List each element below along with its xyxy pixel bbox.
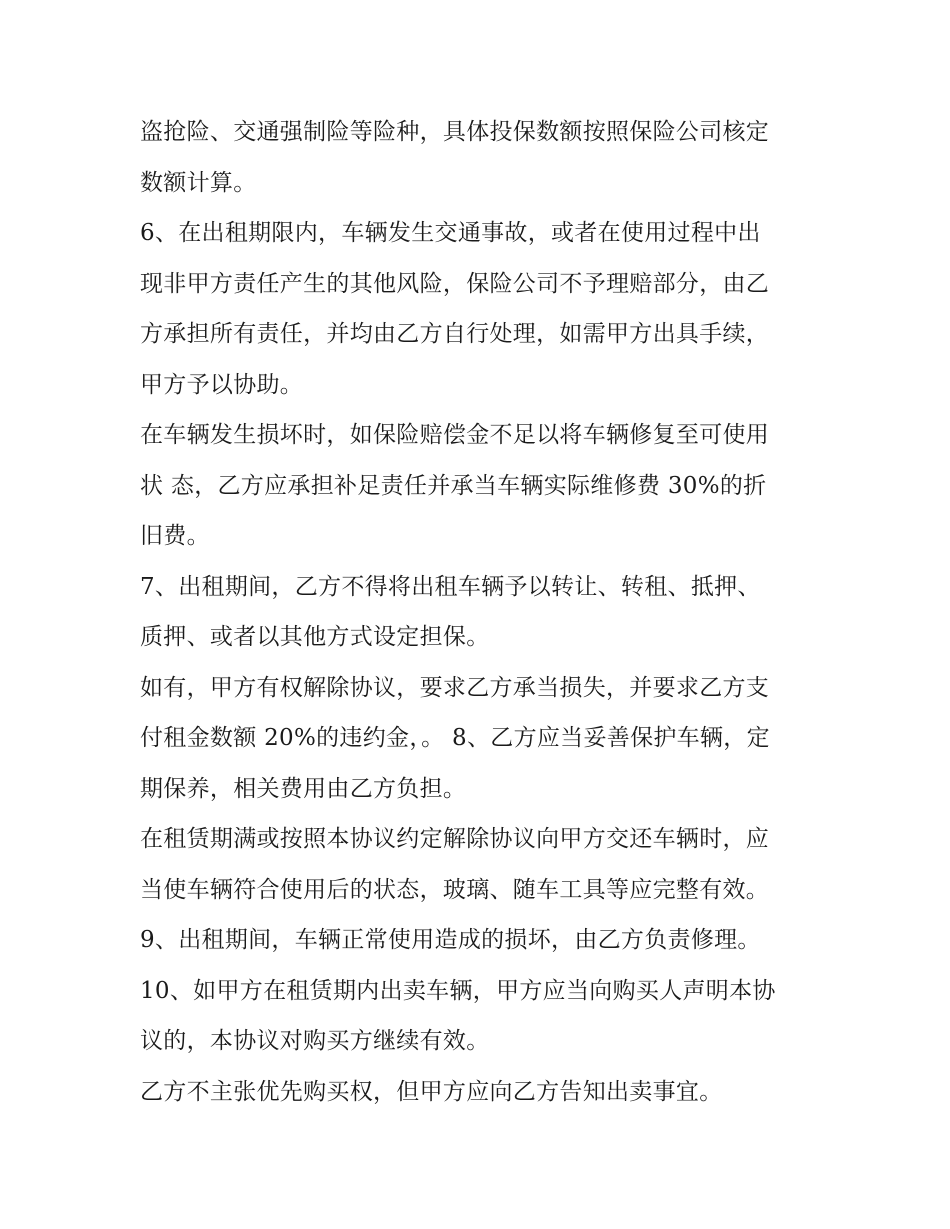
text-line: 付租金数额 20%的违约金，。 8、乙方应当妥善保护车辆，定 xyxy=(140,725,770,751)
text-line: 旧费。 xyxy=(140,523,210,549)
text-line: 数额计算。 xyxy=(140,169,257,196)
text-line: 7、出租期间，乙方不得将出租车辆予以转让、转租、抵押、 xyxy=(140,573,761,600)
text-line: 状 态，乙方应承担补足责任并承当车辆实际维修费 30%的折 xyxy=(140,472,767,499)
text-line: 在租赁期满或按照本协议约定解除协议向甲方交还车辆时，应 xyxy=(140,826,770,852)
text-line: 现非甲方责任产生的其他风险，保险公司不予理赔部分，由乙 xyxy=(140,270,770,297)
document-body xyxy=(140,107,820,1117)
text-line: 方承担所有责任，并均由乙方自行处理，如需甲方出具手续， xyxy=(140,321,770,347)
text-line: 如有，甲方有权解除协议，要求乙方承当损失，并要求乙方支 xyxy=(140,674,770,701)
text-line: 质押、或者以其他方式设定担保。 xyxy=(140,624,490,650)
text-line: 6、在出租期限内，车辆发生交通事故，或者在使用过程中出 xyxy=(140,220,761,246)
text-line: 10、如甲方在租赁期内出卖车辆，甲方应当向购买人声明本协 xyxy=(140,977,776,1004)
text-line: 当使车辆符合使用后的状态，玻璃、随车工具等应完整有效。 xyxy=(140,876,770,903)
text-line: 期保养，相关费用由乙方负担。 xyxy=(140,775,467,802)
text-line: 9、出租期间，车辆正常使用造成的损坏，由乙方负责修理。 xyxy=(140,927,761,953)
text-line: 议的，本协议对购买方继续有效。 xyxy=(140,1028,490,1054)
text-line: 乙方不主张优先购买权，但甲方应向乙方告知出卖事宜。 xyxy=(140,1078,723,1105)
text-line: 甲方予以协助。 xyxy=(140,371,304,398)
text-line: 盗抢险、交通强制险等险种，具体投保数额按照保险公司核定 xyxy=(140,119,770,145)
text-line: 在车辆发生损坏时，如保险赔偿金不足以将车辆修复至可使用 xyxy=(140,422,770,448)
